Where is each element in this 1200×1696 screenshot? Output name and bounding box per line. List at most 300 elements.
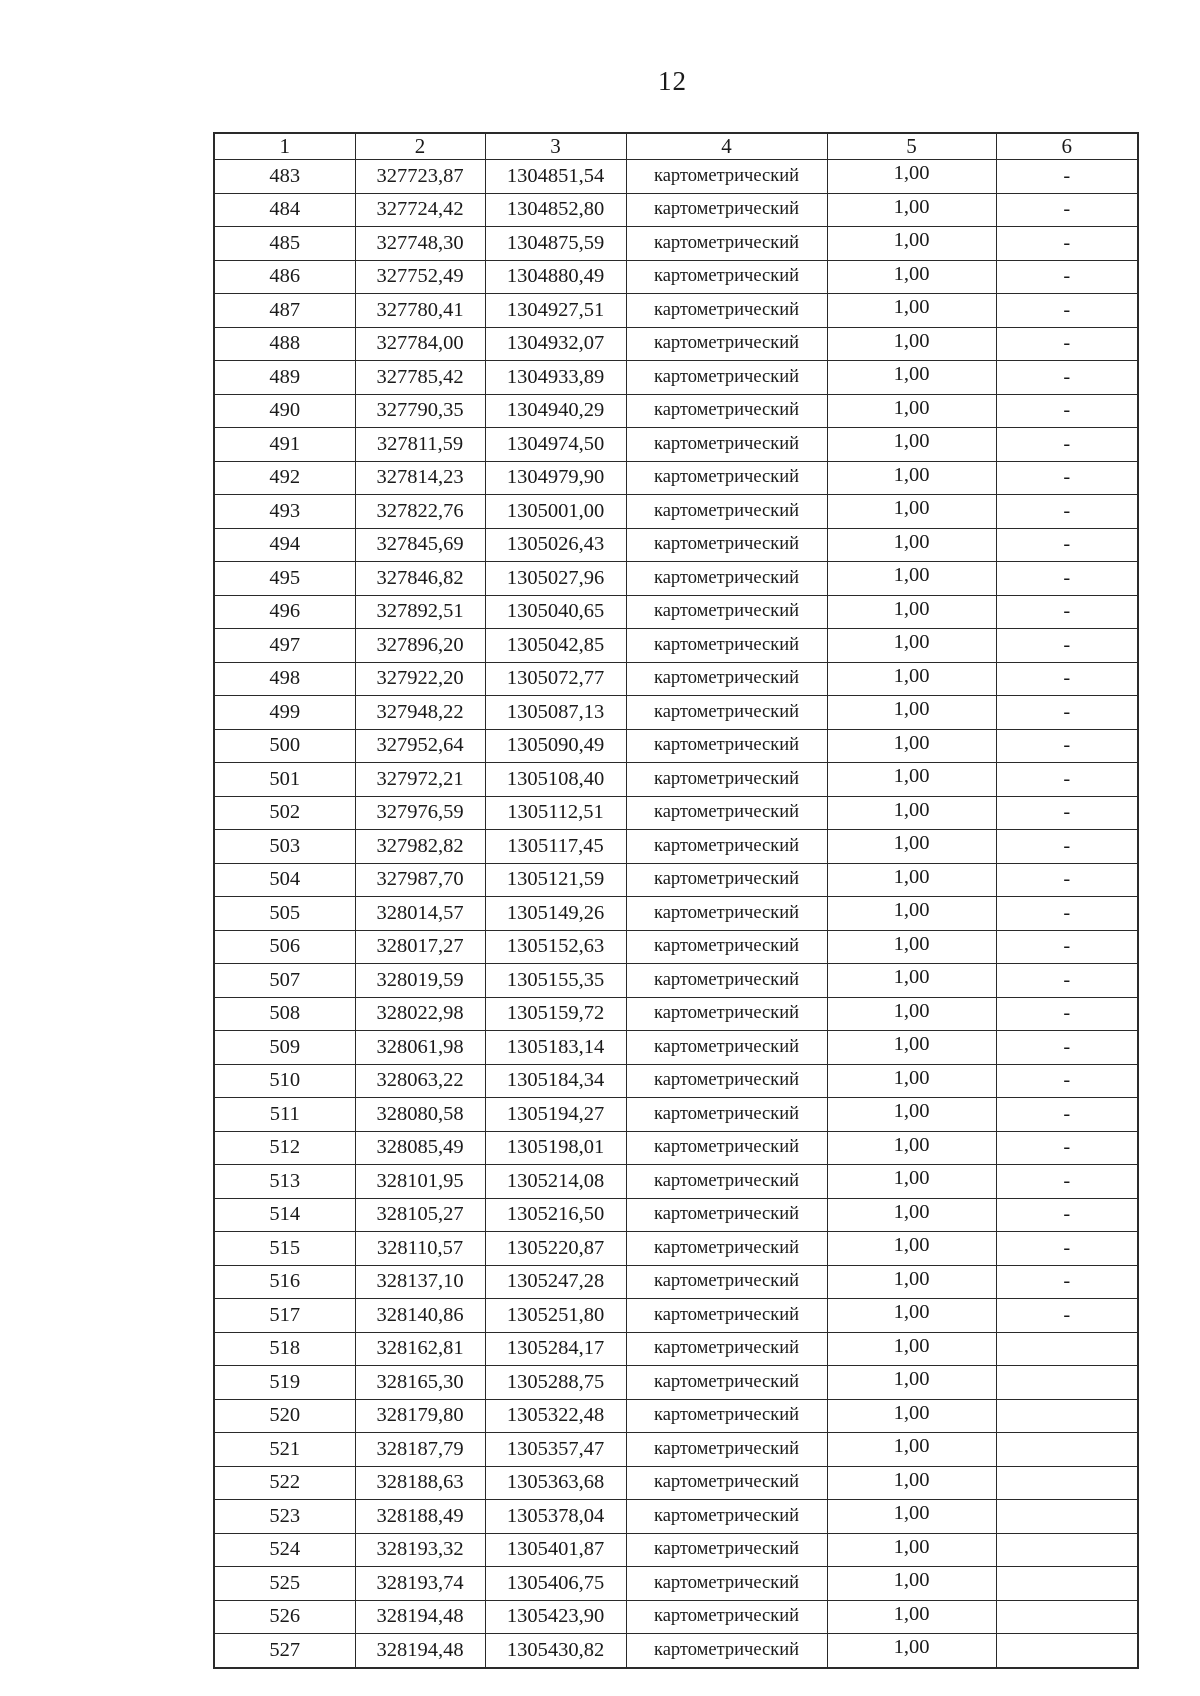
method-cell: картометрический	[626, 361, 827, 395]
point-number-cell: 489	[214, 361, 355, 395]
table-row	[214, 595, 1138, 629]
point-number-cell: 493	[214, 495, 355, 529]
x-coordinate-cell: 328022,98	[355, 997, 485, 1031]
accuracy-cell: 1,00	[827, 796, 996, 830]
point-number-cell: 498	[214, 662, 355, 696]
x-coordinate-cell: 328194,48	[355, 1634, 485, 1668]
y-coordinate-cell: 1304940,29	[485, 394, 626, 428]
method-cell: картометрический	[626, 1265, 827, 1299]
point-number-cell: 503	[214, 830, 355, 864]
accuracy-cell: 1,00	[827, 1600, 996, 1634]
point-number-cell: 502	[214, 796, 355, 830]
table-row	[214, 930, 1138, 964]
table-row	[214, 1198, 1138, 1232]
x-coordinate-cell: 327892,51	[355, 595, 485, 629]
y-coordinate-cell: 1305214,08	[485, 1165, 626, 1199]
y-coordinate-cell: 1305121,59	[485, 863, 626, 897]
accuracy-cell: 1,00	[827, 1500, 996, 1534]
accuracy-cell: 1,00	[827, 1634, 996, 1668]
x-coordinate-cell: 328105,27	[355, 1198, 485, 1232]
method-cell: картометрический	[626, 897, 827, 931]
x-coordinate-cell: 327948,22	[355, 696, 485, 730]
point-number-cell: 511	[214, 1098, 355, 1132]
x-coordinate-cell: 328101,95	[355, 1165, 485, 1199]
table-row	[214, 1533, 1138, 1567]
x-coordinate-cell: 328110,57	[355, 1232, 485, 1266]
note-cell: -	[996, 361, 1138, 395]
accuracy-cell: 1,00	[827, 1567, 996, 1601]
method-cell: картометрический	[626, 1165, 827, 1199]
table-row	[214, 729, 1138, 763]
table-row	[214, 461, 1138, 495]
note-cell: -	[996, 897, 1138, 931]
point-number-cell: 526	[214, 1600, 355, 1634]
x-coordinate-cell: 327784,00	[355, 327, 485, 361]
point-number-cell: 507	[214, 964, 355, 998]
method-cell: картометрический	[626, 763, 827, 797]
column-header-3: 3	[485, 133, 626, 160]
note-cell: -	[996, 260, 1138, 294]
y-coordinate-cell: 1305183,14	[485, 1031, 626, 1065]
y-coordinate-cell: 1305027,96	[485, 562, 626, 596]
point-number-cell: 515	[214, 1232, 355, 1266]
table-row	[214, 1399, 1138, 1433]
x-coordinate-cell: 328179,80	[355, 1399, 485, 1433]
table-row	[214, 1265, 1138, 1299]
point-number-cell: 527	[214, 1634, 355, 1668]
point-number-cell: 494	[214, 528, 355, 562]
method-cell: картометрический	[626, 1232, 827, 1266]
note-cell: -	[996, 160, 1138, 194]
table-row	[214, 1600, 1138, 1634]
x-coordinate-cell: 327982,82	[355, 830, 485, 864]
accuracy-cell: 1,00	[827, 160, 996, 194]
table-row	[214, 1299, 1138, 1333]
column-header-1: 1	[214, 133, 355, 160]
method-cell: картометрический	[626, 1600, 827, 1634]
y-coordinate-cell: 1305198,01	[485, 1131, 626, 1165]
point-number-cell: 495	[214, 562, 355, 596]
x-coordinate-cell: 327814,23	[355, 461, 485, 495]
note-cell: -	[996, 1232, 1138, 1266]
note-cell	[996, 1634, 1138, 1668]
coordinates-table-container	[213, 132, 1137, 1669]
y-coordinate-cell: 1305220,87	[485, 1232, 626, 1266]
x-coordinate-cell: 328080,58	[355, 1098, 485, 1132]
note-cell: -	[996, 830, 1138, 864]
method-cell: картометрический	[626, 629, 827, 663]
table-row	[214, 495, 1138, 529]
accuracy-cell: 1,00	[827, 1533, 996, 1567]
y-coordinate-cell: 1304927,51	[485, 294, 626, 328]
note-cell: -	[996, 763, 1138, 797]
accuracy-cell: 1,00	[827, 461, 996, 495]
table-row	[214, 1366, 1138, 1400]
table-row	[214, 260, 1138, 294]
x-coordinate-cell: 328187,79	[355, 1433, 485, 1467]
table-row	[214, 629, 1138, 663]
point-number-cell: 506	[214, 930, 355, 964]
x-coordinate-cell: 327723,87	[355, 160, 485, 194]
y-coordinate-cell: 1304933,89	[485, 361, 626, 395]
note-cell: -	[996, 1131, 1138, 1165]
table-row	[214, 562, 1138, 596]
y-coordinate-cell: 1305288,75	[485, 1366, 626, 1400]
table-row	[214, 428, 1138, 462]
method-cell: картометрический	[626, 964, 827, 998]
method-cell: картометрический	[626, 1466, 827, 1500]
note-cell: -	[996, 796, 1138, 830]
note-cell	[996, 1466, 1138, 1500]
y-coordinate-cell: 1305108,40	[485, 763, 626, 797]
x-coordinate-cell: 327790,35	[355, 394, 485, 428]
y-coordinate-cell: 1304974,50	[485, 428, 626, 462]
note-cell: -	[996, 595, 1138, 629]
point-number-cell: 486	[214, 260, 355, 294]
method-cell: картометрический	[626, 562, 827, 596]
x-coordinate-cell: 327987,70	[355, 863, 485, 897]
point-number-cell: 510	[214, 1064, 355, 1098]
note-cell	[996, 1500, 1138, 1534]
method-cell: картометрический	[626, 327, 827, 361]
y-coordinate-cell: 1305251,80	[485, 1299, 626, 1333]
point-number-cell: 514	[214, 1198, 355, 1232]
x-coordinate-cell: 327846,82	[355, 562, 485, 596]
table-row	[214, 1031, 1138, 1065]
y-coordinate-cell: 1305072,77	[485, 662, 626, 696]
method-cell: картометрический	[626, 1031, 827, 1065]
table-row	[214, 662, 1138, 696]
note-cell: -	[996, 294, 1138, 328]
note-cell	[996, 1366, 1138, 1400]
note-cell: -	[996, 562, 1138, 596]
x-coordinate-cell: 328019,59	[355, 964, 485, 998]
x-coordinate-cell: 328194,48	[355, 1600, 485, 1634]
y-coordinate-cell: 1304979,90	[485, 461, 626, 495]
method-cell: картометрический	[626, 1634, 827, 1668]
note-cell: -	[996, 227, 1138, 261]
point-number-cell: 522	[214, 1466, 355, 1500]
point-number-cell: 500	[214, 729, 355, 763]
y-coordinate-cell: 1305194,27	[485, 1098, 626, 1132]
y-coordinate-cell: 1305152,63	[485, 930, 626, 964]
note-cell: -	[996, 495, 1138, 529]
table-row	[214, 830, 1138, 864]
x-coordinate-cell: 327972,21	[355, 763, 485, 797]
y-coordinate-cell: 1304880,49	[485, 260, 626, 294]
point-number-cell: 518	[214, 1332, 355, 1366]
method-cell: картометрический	[626, 260, 827, 294]
y-coordinate-cell: 1305423,90	[485, 1600, 626, 1634]
table-row	[214, 796, 1138, 830]
x-coordinate-cell: 327748,30	[355, 227, 485, 261]
table-row	[214, 1433, 1138, 1467]
accuracy-cell: 1,00	[827, 1131, 996, 1165]
point-number-cell: 496	[214, 595, 355, 629]
note-cell	[996, 1567, 1138, 1601]
note-cell: -	[996, 428, 1138, 462]
point-number-cell: 525	[214, 1567, 355, 1601]
x-coordinate-cell: 328140,86	[355, 1299, 485, 1333]
x-coordinate-cell: 327780,41	[355, 294, 485, 328]
point-number-cell: 508	[214, 997, 355, 1031]
accuracy-cell: 1,00	[827, 294, 996, 328]
point-number-cell: 483	[214, 160, 355, 194]
note-cell	[996, 1600, 1138, 1634]
table-row	[214, 1098, 1138, 1132]
note-cell: -	[996, 1165, 1138, 1199]
accuracy-cell: 1,00	[827, 495, 996, 529]
point-number-cell: 520	[214, 1399, 355, 1433]
accuracy-cell: 1,00	[827, 930, 996, 964]
accuracy-cell: 1,00	[827, 729, 996, 763]
table-body	[214, 160, 1138, 1668]
accuracy-cell: 1,00	[827, 1466, 996, 1500]
x-coordinate-cell: 327724,42	[355, 193, 485, 227]
accuracy-cell: 1,00	[827, 1098, 996, 1132]
method-cell: картометрический	[626, 1366, 827, 1400]
y-coordinate-cell: 1305087,13	[485, 696, 626, 730]
accuracy-cell: 1,00	[827, 863, 996, 897]
accuracy-cell: 1,00	[827, 763, 996, 797]
method-cell: картометрический	[626, 193, 827, 227]
x-coordinate-cell: 328162,81	[355, 1332, 485, 1366]
accuracy-cell: 1,00	[827, 327, 996, 361]
note-cell: -	[996, 964, 1138, 998]
x-coordinate-cell: 328165,30	[355, 1366, 485, 1400]
table-row	[214, 696, 1138, 730]
method-cell: картометрический	[626, 1299, 827, 1333]
x-coordinate-cell: 328188,63	[355, 1466, 485, 1500]
method-cell: картометрический	[626, 930, 827, 964]
y-coordinate-cell: 1305430,82	[485, 1634, 626, 1668]
y-coordinate-cell: 1304851,54	[485, 160, 626, 194]
x-coordinate-cell: 327822,76	[355, 495, 485, 529]
column-header-6: 6	[996, 133, 1138, 160]
y-coordinate-cell: 1304852,80	[485, 193, 626, 227]
point-number-cell: 499	[214, 696, 355, 730]
point-number-cell: 488	[214, 327, 355, 361]
point-number-cell: 490	[214, 394, 355, 428]
point-number-cell: 509	[214, 1031, 355, 1065]
x-coordinate-cell: 328017,27	[355, 930, 485, 964]
accuracy-cell: 1,00	[827, 964, 996, 998]
accuracy-cell: 1,00	[827, 897, 996, 931]
method-cell: картометрический	[626, 227, 827, 261]
y-coordinate-cell: 1305284,17	[485, 1332, 626, 1366]
accuracy-cell: 1,00	[827, 696, 996, 730]
y-coordinate-cell: 1305117,45	[485, 830, 626, 864]
table-row	[214, 997, 1138, 1031]
y-coordinate-cell: 1305026,43	[485, 528, 626, 562]
point-number-cell: 501	[214, 763, 355, 797]
coordinates-table	[213, 132, 1139, 1669]
method-cell: картометрический	[626, 1064, 827, 1098]
point-number-cell: 485	[214, 227, 355, 261]
y-coordinate-cell: 1305363,68	[485, 1466, 626, 1500]
table-row	[214, 327, 1138, 361]
x-coordinate-cell: 327752,49	[355, 260, 485, 294]
y-coordinate-cell: 1304875,59	[485, 227, 626, 261]
accuracy-cell: 1,00	[827, 562, 996, 596]
table-row	[214, 294, 1138, 328]
method-cell: картометрический	[626, 1433, 827, 1467]
method-cell: картометрический	[626, 461, 827, 495]
accuracy-cell: 1,00	[827, 1165, 996, 1199]
table-row	[214, 361, 1138, 395]
accuracy-cell: 1,00	[827, 1265, 996, 1299]
table-row	[214, 1466, 1138, 1500]
x-coordinate-cell: 328014,57	[355, 897, 485, 931]
note-cell: -	[996, 930, 1138, 964]
point-number-cell: 521	[214, 1433, 355, 1467]
table-row	[214, 1500, 1138, 1534]
accuracy-cell: 1,00	[827, 1031, 996, 1065]
note-cell	[996, 1399, 1138, 1433]
y-coordinate-cell: 1305184,34	[485, 1064, 626, 1098]
note-cell	[996, 1433, 1138, 1467]
accuracy-cell: 1,00	[827, 1198, 996, 1232]
point-number-cell: 512	[214, 1131, 355, 1165]
point-number-cell: 519	[214, 1366, 355, 1400]
accuracy-cell: 1,00	[827, 394, 996, 428]
method-cell: картометрический	[626, 1131, 827, 1165]
point-number-cell: 517	[214, 1299, 355, 1333]
x-coordinate-cell: 328137,10	[355, 1265, 485, 1299]
method-cell: картометрический	[626, 428, 827, 462]
table-row	[214, 1165, 1138, 1199]
note-cell	[996, 1533, 1138, 1567]
table-row	[214, 528, 1138, 562]
table-row	[214, 160, 1138, 194]
table-row	[214, 193, 1138, 227]
method-cell: картометрический	[626, 662, 827, 696]
table-row	[214, 863, 1138, 897]
note-cell: -	[996, 1299, 1138, 1333]
table-row	[214, 964, 1138, 998]
point-number-cell: 484	[214, 193, 355, 227]
y-coordinate-cell: 1305159,72	[485, 997, 626, 1031]
method-cell: картометрический	[626, 394, 827, 428]
x-coordinate-cell: 328085,49	[355, 1131, 485, 1165]
y-coordinate-cell: 1305378,04	[485, 1500, 626, 1534]
method-cell: картометрический	[626, 863, 827, 897]
accuracy-cell: 1,00	[827, 662, 996, 696]
accuracy-cell: 1,00	[827, 193, 996, 227]
method-cell: картометрический	[626, 1533, 827, 1567]
method-cell: картометрический	[626, 1567, 827, 1601]
note-cell: -	[996, 696, 1138, 730]
table-row	[214, 1567, 1138, 1601]
point-number-cell: 492	[214, 461, 355, 495]
method-cell: картометрический	[626, 729, 827, 763]
y-coordinate-cell: 1305149,26	[485, 897, 626, 931]
note-cell: -	[996, 1031, 1138, 1065]
table-row	[214, 227, 1138, 261]
y-coordinate-cell: 1305357,47	[485, 1433, 626, 1467]
point-number-cell: 523	[214, 1500, 355, 1534]
table-row	[214, 1634, 1138, 1668]
y-coordinate-cell: 1304932,07	[485, 327, 626, 361]
accuracy-cell: 1,00	[827, 528, 996, 562]
point-number-cell: 516	[214, 1265, 355, 1299]
accuracy-cell: 1,00	[827, 1366, 996, 1400]
x-coordinate-cell: 328193,74	[355, 1567, 485, 1601]
accuracy-cell: 1,00	[827, 361, 996, 395]
point-number-cell: 504	[214, 863, 355, 897]
x-coordinate-cell: 327785,42	[355, 361, 485, 395]
accuracy-cell: 1,00	[827, 1064, 996, 1098]
point-number-cell: 524	[214, 1533, 355, 1567]
method-cell: картометрический	[626, 1500, 827, 1534]
note-cell: -	[996, 1265, 1138, 1299]
accuracy-cell: 1,00	[827, 1332, 996, 1366]
accuracy-cell: 1,00	[827, 428, 996, 462]
method-cell: картометрический	[626, 830, 827, 864]
accuracy-cell: 1,00	[827, 1299, 996, 1333]
x-coordinate-cell: 328061,98	[355, 1031, 485, 1065]
table-row	[214, 1232, 1138, 1266]
accuracy-cell: 1,00	[827, 227, 996, 261]
note-cell	[996, 1332, 1138, 1366]
x-coordinate-cell: 327896,20	[355, 629, 485, 663]
column-header-5: 5	[827, 133, 996, 160]
note-cell: -	[996, 629, 1138, 663]
y-coordinate-cell: 1305090,49	[485, 729, 626, 763]
column-header-4: 4	[626, 133, 827, 160]
point-number-cell: 497	[214, 629, 355, 663]
accuracy-cell: 1,00	[827, 629, 996, 663]
method-cell: картометрический	[626, 1399, 827, 1433]
note-cell: -	[996, 193, 1138, 227]
y-coordinate-cell: 1305042,85	[485, 629, 626, 663]
method-cell: картометрический	[626, 160, 827, 194]
note-cell: -	[996, 1198, 1138, 1232]
accuracy-cell: 1,00	[827, 1433, 996, 1467]
table-row	[214, 763, 1138, 797]
table-header-row	[214, 133, 1138, 160]
y-coordinate-cell: 1305406,75	[485, 1567, 626, 1601]
note-cell: -	[996, 729, 1138, 763]
table-row	[214, 897, 1138, 931]
table-row	[214, 1131, 1138, 1165]
x-coordinate-cell: 328188,49	[355, 1500, 485, 1534]
y-coordinate-cell: 1305112,51	[485, 796, 626, 830]
accuracy-cell: 1,00	[827, 997, 996, 1031]
method-cell: картометрический	[626, 595, 827, 629]
point-number-cell: 491	[214, 428, 355, 462]
point-number-cell: 487	[214, 294, 355, 328]
note-cell: -	[996, 327, 1138, 361]
page-number: 12	[658, 66, 687, 96]
y-coordinate-cell: 1305401,87	[485, 1533, 626, 1567]
point-number-cell: 505	[214, 897, 355, 931]
x-coordinate-cell: 328193,32	[355, 1533, 485, 1567]
x-coordinate-cell: 327922,20	[355, 662, 485, 696]
method-cell: картометрический	[626, 1332, 827, 1366]
y-coordinate-cell: 1305155,35	[485, 964, 626, 998]
method-cell: картометрический	[626, 796, 827, 830]
accuracy-cell: 1,00	[827, 1232, 996, 1266]
note-cell: -	[996, 997, 1138, 1031]
x-coordinate-cell: 328063,22	[355, 1064, 485, 1098]
y-coordinate-cell: 1305001,00	[485, 495, 626, 529]
x-coordinate-cell: 327976,59	[355, 796, 485, 830]
accuracy-cell: 1,00	[827, 260, 996, 294]
point-number-cell: 513	[214, 1165, 355, 1199]
y-coordinate-cell: 1305322,48	[485, 1399, 626, 1433]
column-header-2: 2	[355, 133, 485, 160]
